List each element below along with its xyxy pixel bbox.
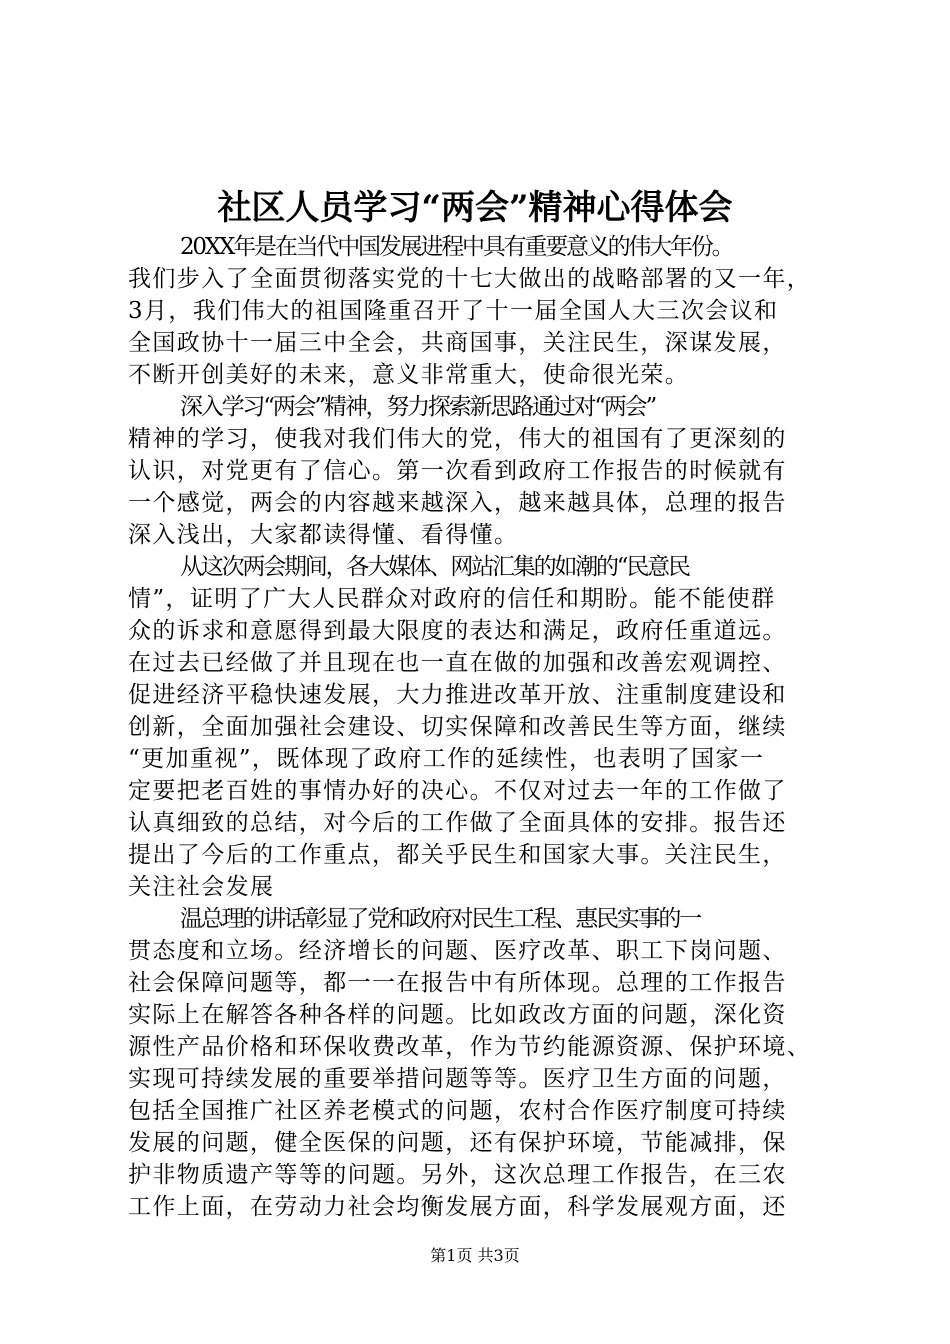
text-line: 众的诉求和意愿得到最大限度的表达和满足，政府任重道远。 [128,618,787,644]
text-line: 实现可持续发展的重要举措问题等等。医疗卫生方面的问题， [128,1066,787,1092]
text-line: 护非物质遗产等等的问题。另外，这次总理工作报告，在三农 [128,1162,787,1188]
text-line: 精神的学习，使我对我们伟大的党，伟大的祖国有了更深刻的 [128,426,787,452]
text-line: 在过去已经做了并且现在也一直在做的加强和改善宏观调控、 [128,650,787,676]
text-line: 认真细致的总结，对今后的工作做了全面具体的安排。报告还 [128,810,787,836]
text-line: 工作上面，在劳动力社会均衡发展方面，科学发展观方面，还 [128,1194,787,1220]
text-line: 深入学习“两会”精神，努力探索新思路通过对“两会” [180,394,656,420]
text-line: 全国政协十一届三中全会，共商国事，关注民生，深谋发展， [128,330,787,356]
text-line: 从这次两会期间，各大媒体、网站汇集的如潮的“民意民 [180,554,689,580]
text-line: 不断开创美好的未来，意义非常重大，使命很光荣。 [128,362,690,388]
text-line: 包括全国推广社区养老模式的问题，农村合作医疗制度可持续 [128,1098,787,1124]
text-line: 提出了今后的工作重点，都关乎民生和国家大事。关注民生， [128,842,787,868]
text-line: 源性产品价格和环保收费改革，作为节约能源资源、保护环境、 [128,1034,812,1060]
text-line: 3月，我们伟大的祖国隆重召开了十一届全国人大三次会议和 [128,298,779,324]
document-title: 社区人员学习“两会”精神心得体会 [217,188,733,228]
text-line: 温总理的讲话彰显了党和政府对民生工程、惠民实事的一 [180,906,701,932]
text-line: 情”，证明了广大人民群众对政府的信任和期盼。能不能使群 [128,586,776,612]
text-line: 发展的问题，健全医保的问题，还有保护环境，节能减排，保 [128,1130,787,1156]
text-line: 实际上在解答各种各样的问题。比如政改方面的问题，深化资 [128,1002,787,1028]
text-line: “更加重视”，既体现了政府工作的延续性，也表明了国家一 [128,746,765,772]
page-footer: 第1页 共3页 [430,1246,520,1265]
text-line: 我们步入了全面贯彻落实党的十七大做出的战略部署的又一年， [128,266,812,292]
text-line: 社会保障问题等，都一一在报告中有所体现。总理的工作报告 [128,970,787,996]
text-line: 关注社会发展 [128,874,275,900]
text-line: 深入浅出，大家都读得懂、看得懂。 [128,522,519,548]
text-line: 一个感觉，两会的内容越来越深入，越来越具体，总理的报告 [128,490,787,516]
text-line: 促进经济平稳快速发展，大力推进改革开放、注重制度建设和 [128,682,787,708]
text-line: 定要把老百姓的事情办好的决心。不仅对过去一年的工作做了 [128,778,787,804]
text-line: 认识，对党更有了信心。第一次看到政府工作报告的时候就有 [128,458,787,484]
document-body [128,231,828,1223]
text-line: 20XX年是在当代中国发展进程中具有重要意义的伟大年份。 [180,234,733,260]
text-line: 贯态度和立场。经济增长的问题、医疗改革、职工下岗问题、 [128,938,787,964]
text-line: 创新，全面加强社会建设、切实保障和改善民生等方面，继续 [128,714,787,740]
